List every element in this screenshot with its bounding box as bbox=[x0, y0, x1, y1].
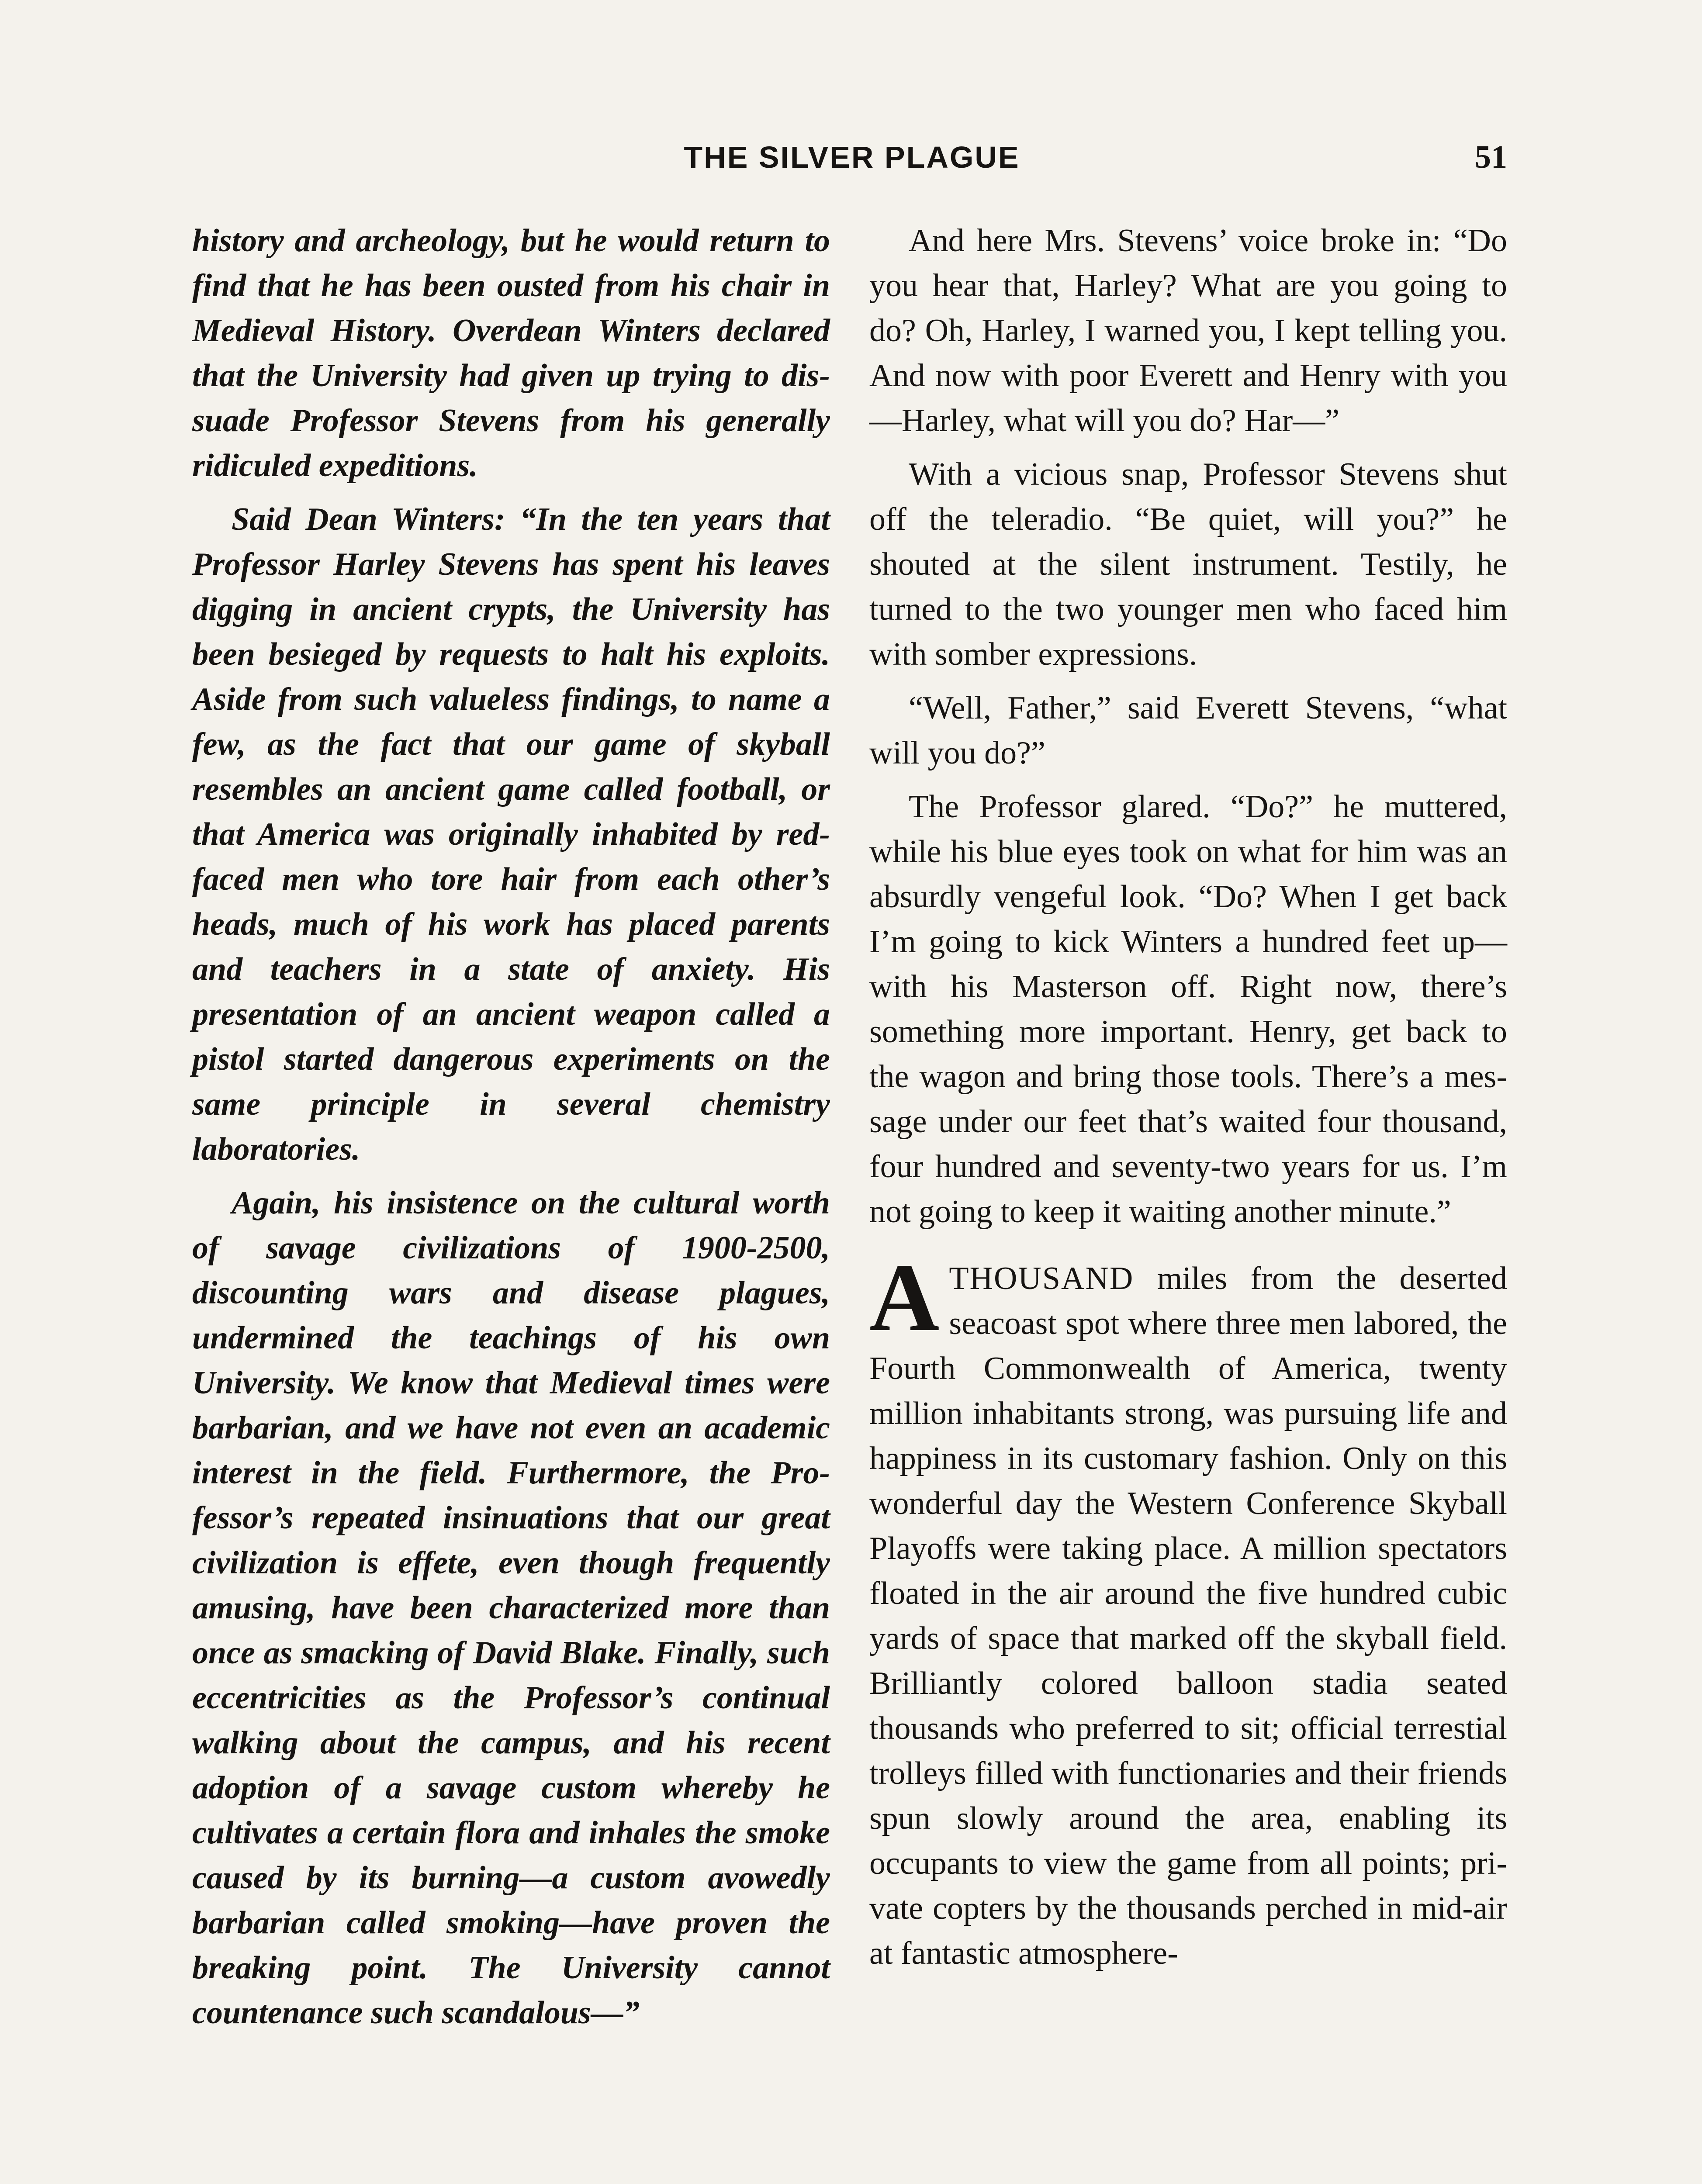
paragraph: With a vicious snap, Professor Stevens shut off the teleradio. “Be quiet, will you?” he shouted at the silent instrument. Testily, he turned to the two younger men who faced him with somber expressions. bbox=[869, 456, 1507, 672]
page-header bbox=[0, 131, 1702, 183]
running-title: THE SILVER PLAGUE bbox=[684, 140, 1020, 174]
page-number: 51 bbox=[1475, 139, 1507, 175]
paragraph: “Well, Father,” said Everett Stevens, “what will you do?” bbox=[869, 690, 1507, 771]
paragraph: history and archeology, but he would return to find that he has been ousted from his chair in Medieval History. Overdean Winters declared that the University had given up trying to dissuade Professor Stevens from his generally ridiculed expeditions. bbox=[192, 223, 830, 484]
paragraph: Again, his insistence on the cultural worth of savage civilizations of 1900-2500, discounting wars and disease plagues, undermined the teachings of his own University. We know that Medieval times were barbarian, and we have not even an academic interest in the field. Furthermore, the Professor’s repeated insinuations that our great civilization is effete, even though frequently amusing, have been characterized more than once as smacking of David Blake. Finally, such eccentricities as the Professor’s continual walking about the campus, and his recent adoption of a savage custom whereby he cultivates a certain flora and inhales the smoke caused by its burning—a custom avowedly barbarian called smoking—have proven the breaking point. The University cannot countenance such scandalous—” bbox=[192, 1185, 830, 2031]
right-column bbox=[869, 218, 1507, 1985]
drop-cap: A bbox=[869, 1244, 940, 1351]
paragraph: Said Dean Winters: “In the ten years that Professor Harley Stevens has spent his leaves digging in ancient crypts, the University has been besieged by requests to halt his exploits. Aside from such valueless findings, to name a few, as the fact that our game of skyball resembles an ancient game called football, or that America was originally inhabited by red-faced men who tore hair from each other’s heads, much of his work has placed parents and teachers in a state of anxiety. His presentation of an ancient weapon called a pistol started dangerous experiments on the same principle in several chemistry laboratories. bbox=[192, 501, 830, 1167]
paragraph: And here Mrs. Stevens’ voice broke in: “Do you hear that, Harley? What are you going to do? Oh, Harley, I warned you, I kept telling you. And now with poor Everett and Henry with you—Harley, what will you do? Har—” bbox=[869, 223, 1507, 439]
section-paragraph bbox=[869, 1244, 1507, 1976]
section-lead-word: THOUSAND bbox=[949, 1261, 1134, 1296]
paragraph: The Professor glared. “Do?” he muttered, while his blue eyes took on what for him was an absurdly vengeful look. “Do? When I get back I’m going to kick Winters a hundred feet up—with his Masterson off. Right now, there’s something more important. Henry, get back to the wagon and bring those tools. There’s a message under our feet that’s waited four thousand, four hundred and seventy-two years for us. I’m not going to keep it waiting another minute.” bbox=[869, 789, 1507, 1230]
left-column bbox=[192, 218, 830, 2044]
section-text: miles from the deserted seacoast spot where three men labored, the Fourth Commonwealth of America, twenty million inhabitants strong, was pursuing life and happiness in its customary fashion. Only on this wonderful day the Western Conference Skyball Playoffs were taking place. A million spectators floated in the air around the five hundred cubic yards of space that marked off the skyball field. Brilliantly colored balloon stadia seated thousands who preferred to sit; official terrestial trolleys filled with functionaries and their friends spun slowly around the area, enabling its occupants to view the game from all points; private copters by the thousands perched in mid-air at fantastic atmosphere- bbox=[869, 1261, 1507, 1971]
